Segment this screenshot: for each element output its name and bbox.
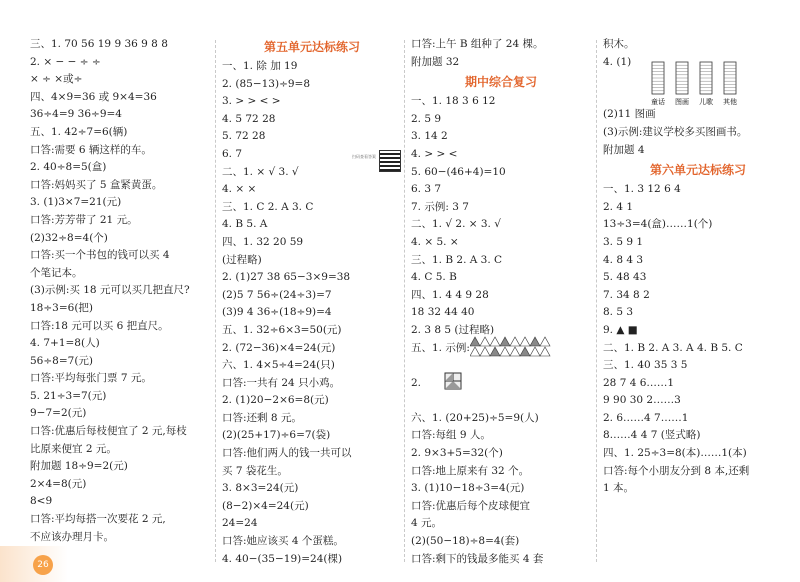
answer-line: 口答:买一个书包的钱可以买 4 xyxy=(30,249,170,262)
answer-line: 5. 48 43 xyxy=(603,271,647,284)
answer-line: 三、1. 70 56 19 9 36 9 8 8 xyxy=(30,38,168,50)
answer-line: 口答:地上原来有 32 个。 xyxy=(411,464,530,477)
answer-line: 六、1. (20+25)÷5=9(人) xyxy=(411,411,539,424)
answer-line: 四、4×9=36 或 9×4=36 xyxy=(30,90,157,103)
answer-line: 2. xyxy=(411,376,422,389)
answer-line: 五、1. 42÷7=6(辆) xyxy=(30,125,128,138)
page-number: 26 xyxy=(33,555,53,575)
answer-line: 2. 5 9 xyxy=(411,112,442,125)
answer-line: 口答:芳芳带了 21 元。 xyxy=(30,213,138,226)
answer-line: 4 元。 xyxy=(411,517,443,530)
midterm-title: 期中综合复习 xyxy=(464,75,537,90)
answer-line: 56÷8=7(元) xyxy=(30,354,94,367)
answer-line: × ÷ ×或÷ xyxy=(30,73,83,86)
answer-line: 六、1. 4×5÷4=24(只) xyxy=(222,359,335,372)
answer-line: 四、1. 32 20 59 xyxy=(222,235,304,248)
answer-line: 附加题 4 xyxy=(603,143,645,156)
answer-line: 4. (1) xyxy=(603,55,632,68)
answer-line: 买 7 袋花生。 xyxy=(222,464,288,477)
answer-line: 口答:18 元可以买 6 把直尺。 xyxy=(30,319,169,332)
bar-label: 儿歌 xyxy=(699,98,713,106)
answer-column-1 xyxy=(30,36,208,546)
answer-line: 8. 5 3 xyxy=(603,306,634,319)
bar-label: 图画 xyxy=(675,98,689,106)
bar-label: 童话 xyxy=(651,98,665,106)
book-bar-figure xyxy=(646,58,746,108)
answer-line: 2. 6……4 7……1 xyxy=(603,411,689,424)
answer-line: 2. 40÷8=5(盒) xyxy=(30,161,107,174)
answer-line: 4. 5 72 28 xyxy=(222,112,276,125)
answer-line: 五、1. 32÷6×3=50(元) xyxy=(222,323,342,336)
answer-line: 2. (72−36)×4=24(元) xyxy=(222,341,336,354)
answer-line: 三、1. 40 35 3 5 xyxy=(603,359,688,372)
unit6-title: 第六单元达标练习 xyxy=(649,163,746,178)
answer-line: 4. × 5. × xyxy=(411,235,459,248)
answer-line: 4. B 5. A xyxy=(222,218,268,231)
answer-column-3 xyxy=(411,36,591,568)
answer-line: 个笔记本。 xyxy=(30,266,83,279)
answer-line: 8……4 4 7 (竖式略) xyxy=(603,429,701,442)
answer-line: 2. × − − ÷ ÷ xyxy=(30,55,101,68)
answer-line: 24=24 xyxy=(222,517,258,530)
answer-line: 口答:上午 B 组种了 24 棵。 xyxy=(411,38,544,50)
answer-line: 口答:平均每张门票 7 元。 xyxy=(30,372,152,385)
answer-line: 4. × × xyxy=(222,183,257,196)
answer-line: 口答:优惠后每个皮球便宜 xyxy=(411,499,531,512)
answer-line: 2. 4 1 xyxy=(603,200,634,213)
answer-line: 五、1. 示例: xyxy=(411,341,470,354)
answer-line: 4. > > < xyxy=(411,147,458,160)
answer-line: 口答:每个小朋友分到 8 本,还剩 xyxy=(603,464,750,477)
answer-line: 一、1. 18 3 6 12 xyxy=(411,95,496,108)
answer-line: 口答:妈妈买了 5 盒紧黄蛋。 xyxy=(30,178,163,191)
answer-line: 二、1. B 2. A 3. A 4. B 5. C xyxy=(603,341,743,354)
answer-line xyxy=(411,357,591,375)
answer-line: (3)示例:建议学校多买图画书。 xyxy=(603,125,748,138)
answer-line: 口答:剩下的钱最多能买 4 套 xyxy=(411,552,544,565)
answer-line: (2)32÷8=4(个) xyxy=(30,231,108,244)
qr-caption: 扫码查看答案 xyxy=(352,154,376,159)
answer-line: 2×4=8(元) xyxy=(30,477,87,490)
answer-line: 18÷3=6(把) xyxy=(30,301,94,314)
answer-line: 不应该办理月卡。 xyxy=(30,530,114,543)
answer-line xyxy=(411,392,591,410)
answer-line: 一、1. 3 12 6 4 xyxy=(603,183,681,196)
answer-line: (3)9 4 36÷(18÷9)=4 xyxy=(222,306,332,319)
answer-line: (2)5 7 56÷(24÷3)=7 xyxy=(222,288,332,301)
answer-line: 口答:一共有 24 只小鸡。 xyxy=(222,376,341,389)
answer-line: 7. 示例: 3 7 xyxy=(411,200,469,213)
square-diagram-figure xyxy=(444,372,462,390)
answer-line: 二、1. × √ 3. √ xyxy=(222,165,299,178)
answer-line: 3. 14 2 xyxy=(411,130,448,143)
answer-line: 附加题 32 xyxy=(411,55,460,68)
answer-column-2 xyxy=(222,36,402,568)
answer-line: 18 32 44 40 xyxy=(411,306,475,319)
answer-line: 2. (1)27 38 65−3×9=38 xyxy=(222,271,351,284)
answer-line: 2. (1)20−2×6=8(元) xyxy=(222,394,329,407)
answer-line: 积木。 xyxy=(603,38,635,50)
answer-line: 3. (1)3×7=21(元) xyxy=(30,196,122,209)
answer-line: 口答:需要 6 辆这样的车。 xyxy=(30,143,152,156)
answer-line: 9. ▲ ■ xyxy=(603,323,638,336)
bar-label: 其他 xyxy=(723,98,737,106)
answer-line: 4. 40−(35−19)=24(棵) xyxy=(222,552,343,565)
answer-line: 口答:他们两人的钱一共可以 xyxy=(222,447,352,460)
answer-line: 2. 9×3+5=32(个) xyxy=(411,447,503,460)
answer-line: 三、1. B 2. A 3. C xyxy=(411,253,503,266)
answer-line: 5. 60−(46+4)=10 xyxy=(411,165,506,178)
answer-line: (2)(50−18)÷8=4(套) xyxy=(411,535,520,548)
answer-line: 口答:她应该买 4 个蛋糕。 xyxy=(222,535,344,548)
answer-line: (8−2)×4=24(元) xyxy=(222,499,309,512)
answer-line: 四、1. 25÷3=8(本)……1(本) xyxy=(603,447,747,460)
answer-line: 8<9 xyxy=(30,495,53,508)
answer-line: 5. 72 28 xyxy=(222,130,266,143)
answer-line: 3. (1)10−18÷3=4(元) xyxy=(411,482,525,495)
answer-line: 四、1. 4 4 9 28 xyxy=(411,288,489,301)
answer-line: 2. 3 8 5 (过程略) xyxy=(411,323,495,336)
answer-line: 4. 7+1=8(人) xyxy=(30,337,100,350)
answer-line: 比原来便宜 2 元。 xyxy=(30,442,117,455)
answer-line: 4. 8 4 3 xyxy=(603,253,644,266)
answer-line: 13÷3=4(盒)……1(个) xyxy=(603,218,713,231)
answer-line: 9 90 30 2……3 xyxy=(603,394,681,407)
answer-line: 二、1. √ 2. × 3. √ xyxy=(411,218,501,231)
answer-line: 3. 5 9 1 xyxy=(603,235,644,248)
triangle-pattern-figure xyxy=(470,336,552,358)
answer-line: 口答:优惠后每枝便宜了 2 元,每枝 xyxy=(30,425,187,438)
answer-line: 口答:还剩 8 元。 xyxy=(222,411,302,424)
answer-line: 口答:平均每搭一次要花 2 元, xyxy=(30,513,166,526)
answer-line: 口答:每组 9 人。 xyxy=(411,429,491,442)
answer-line: 28 7 4 6……1 xyxy=(603,376,675,389)
answer-line: 6. 3 7 xyxy=(411,183,442,196)
answer-line: (2)(25+17)÷6=7(袋) xyxy=(222,429,331,442)
answer-line: 2. (85−13)÷9=8 xyxy=(222,77,311,90)
answer-line: 7. 34 8 2 xyxy=(603,288,650,301)
answer-line: 9−7=2(元) xyxy=(30,407,87,420)
answer-line: (2)11 图画 xyxy=(603,108,656,121)
qr-code[interactable] xyxy=(379,150,401,172)
answer-line: 3. 8×3=24(元) xyxy=(222,482,299,495)
answer-line: 4. C 5. B xyxy=(411,271,457,284)
answer-line: 1 本。 xyxy=(603,482,635,495)
answer-line: 36÷4=9 36÷9=4 xyxy=(30,108,122,121)
answer-line: 6. 7 xyxy=(222,147,243,160)
answer-line: 3. > > < > xyxy=(222,95,281,108)
answer-line: 附加题 18÷9=2(元) xyxy=(30,460,128,473)
unit5-title: 第五单元达标练习 xyxy=(263,40,360,54)
answer-line: (过程略) xyxy=(222,253,262,266)
answer-line: (3)示例:买 18 元可以买几把直尺? xyxy=(30,284,190,297)
answer-line: 5. 21÷3=7(元) xyxy=(30,389,107,402)
answer-line: 三、1. C 2. A 3. C xyxy=(222,200,314,213)
answer-line: 一、1. 除 加 19 xyxy=(222,60,298,72)
